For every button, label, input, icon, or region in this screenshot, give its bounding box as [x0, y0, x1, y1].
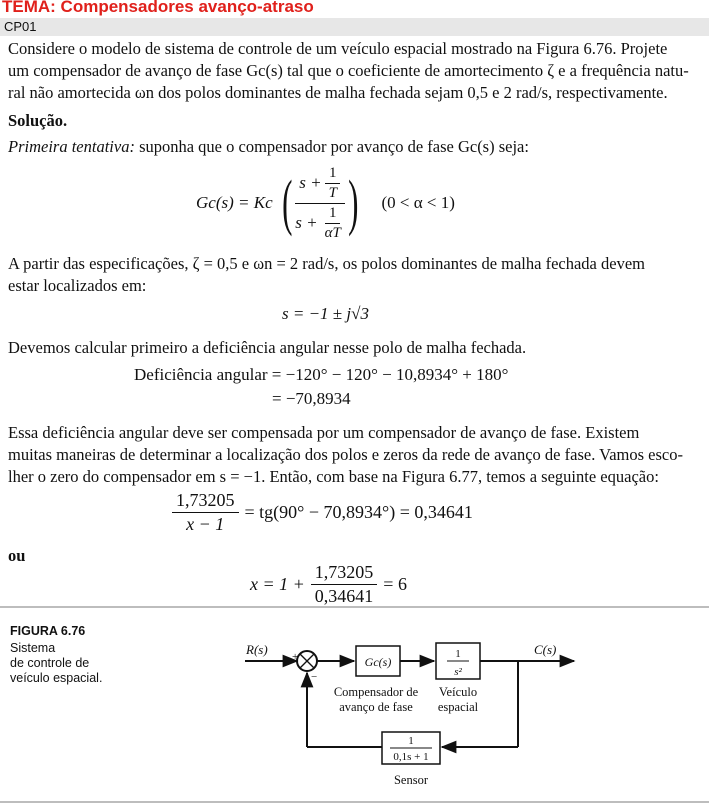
input-label: R(s): [246, 642, 268, 657]
plant-den: s²: [454, 666, 462, 678]
plant-caption-2: espacial: [437, 700, 479, 714]
first-try-text: suponha que o compensador por avanço de fase Gc(s) seja:: [134, 137, 529, 156]
intro-line-1: Considere o modelo de sistema de controle de um veículo espacial mostrado na Figura 6.76. Projete: [8, 39, 668, 58]
sum-plus-sign: +: [292, 651, 299, 663]
compensator-caption-1: Compensador de: [333, 685, 419, 699]
plant-num: 1: [455, 648, 461, 660]
eq1-num-frac-num: 1: [325, 165, 341, 184]
eq1-den-frac-num: 1: [325, 205, 341, 224]
solution-heading: Solução.: [8, 111, 68, 130]
comp-line-3: lher o zero do compensador em s = −1. Então, com base na Figura 6.77, temos a seguinte equação:: [8, 467, 659, 486]
intro-line-3: ral não amortecida ωn dos polos dominantes de malha fechada sejam 0,5 e 2 rad/s, respectivamente.: [8, 83, 668, 102]
sum-minus-sign: −: [311, 671, 318, 683]
compensator-caption-2: avanço de fase: [339, 700, 413, 714]
eq1-num-s: s +: [299, 173, 322, 192]
intro-line-2: um compensador de avanço de fase Gc(s) tal que o coeficiente de amortecimento ζ e a frequência natu-: [8, 61, 689, 80]
eq1-condition: (0 < α < 1): [381, 193, 455, 212]
eq1-lhs: Gc(s) = Kc: [196, 193, 273, 212]
spec-line-1: A partir das especificações, ζ = 0,5 e ωn = 2 rad/s, os polos dominantes de malha fechada devem: [8, 254, 645, 273]
eq3-lhs: x = 1 +: [250, 574, 305, 594]
sensor-den: 0,1s + 1: [393, 751, 429, 763]
eq2-den: x − 1: [186, 514, 225, 534]
output-label: C(s): [534, 642, 557, 657]
eq3-rhs: = 6: [383, 574, 407, 594]
eq1-den-frac-den: αT: [324, 224, 341, 241]
deficiency-intro: Devemos calcular primeiro a deficiência angular nesse polo de malha fechada.: [8, 338, 527, 357]
or-word: ou: [8, 546, 26, 565]
left-paren: (: [281, 169, 293, 237]
sensor-caption: Sensor: [393, 773, 429, 787]
page-title: TEMA: Compensadores avanço-atraso: [2, 0, 314, 16]
eq2-rhs: = tg(90° − 70,8934°) = 0,34641: [244, 502, 473, 522]
plant-caption-1: Veículo: [438, 685, 478, 699]
comp-line-2: muitas maneiras de determinar a localização dos polos e zeros da rede de avanço de fase. Vamos esco-: [8, 445, 683, 464]
eq3-den: 0,34641: [314, 586, 374, 606]
right-paren: ): [348, 169, 359, 237]
figure-bottom-rule: [0, 801, 709, 803]
eq3-num: 1,73205: [311, 562, 378, 585]
pole-equation: s = −1 ± j√3: [282, 304, 369, 323]
eq1-den-s: s +: [295, 213, 318, 232]
comp-line-1: Essa deficiência angular deve ser compensada por um compensador de avanço de fase. Existem: [8, 423, 640, 442]
deficiency-equation-1: Deficiência angular = −120° − 120° − 10,8934° + 180°: [134, 365, 509, 384]
compensator-block-label: Gc(s): [364, 655, 392, 669]
first-try-label: Primeira tentativa:: [8, 137, 135, 156]
spec-line-2: estar localizados em:: [8, 276, 147, 295]
sensor-num: 1: [408, 735, 414, 747]
tag-label: CP01: [4, 19, 37, 34]
eq2-num: 1,73205: [172, 490, 239, 513]
deficiency-equation-2: = −70,8934: [272, 389, 351, 408]
figure-label: FIGURA 6.76: [10, 624, 86, 638]
figure-caption-line-3: veículo espacial.: [10, 671, 103, 685]
figure-caption-line-2: de controle de: [10, 656, 90, 670]
eq1-num-frac-den: T: [328, 184, 337, 201]
figure-caption-line-1: Sistema: [10, 641, 56, 655]
